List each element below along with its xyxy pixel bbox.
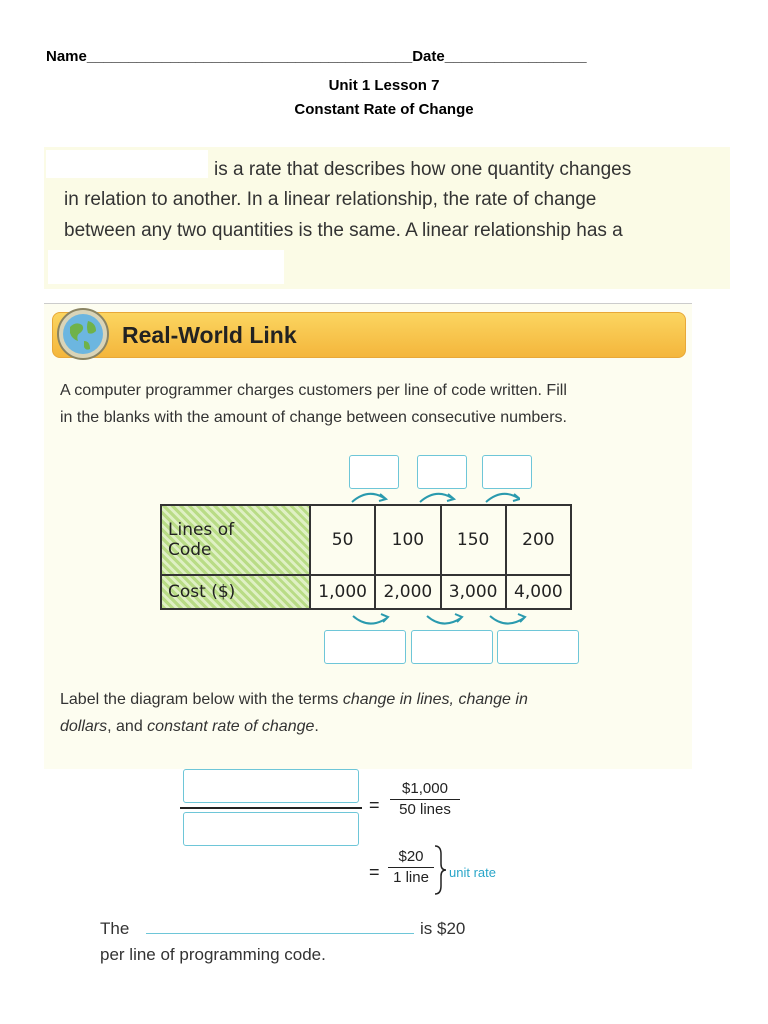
- lines-cost-table: [160, 504, 572, 610]
- cost-change-blank-3[interactable]: [497, 630, 579, 664]
- globe-icon: [56, 307, 110, 361]
- is-value: is $20: [420, 919, 466, 938]
- fraction-2-denominator: 1 line: [393, 869, 429, 886]
- date-label: Date: [412, 48, 445, 65]
- equals-sign-2: =: [369, 862, 380, 882]
- name-date-line: [46, 48, 587, 65]
- cost-cell: 4,000: [506, 575, 571, 609]
- unit-rate-label: unit rate: [449, 865, 496, 880]
- label-instructions-line-2: dollars, and constant rate of change.: [60, 718, 319, 735]
- fraction-bar: [180, 807, 362, 809]
- table-row-cost: [161, 575, 571, 609]
- fraction-2-numerator: $20: [388, 848, 434, 868]
- label-instructions-line-1: Label the diagram below with the terms change in lines, change in: [60, 691, 528, 708]
- numerator-label-blank[interactable]: [183, 769, 359, 803]
- date-blank[interactable]: _________________: [444, 48, 587, 65]
- banner-title: Real-World Link: [122, 322, 297, 348]
- cost-cell: 3,000: [441, 575, 506, 609]
- page-title: Constant Rate of Change: [294, 101, 474, 118]
- definition-line-1: is a rate that describes how one quantity changes: [214, 159, 632, 180]
- definition-blank-term[interactable]: [46, 150, 208, 178]
- fraction-1-numerator: $1,000: [390, 780, 460, 800]
- definition-line-2: in relation to another. In a linear relationship, the rate of change: [64, 189, 597, 210]
- unit-lesson: Unit 1 Lesson 7: [328, 77, 440, 94]
- per-line-text: per line of programming code.: [100, 945, 326, 964]
- cost-change-blank-1[interactable]: [324, 630, 406, 664]
- row-label-lines: Lines of Code: [161, 505, 310, 575]
- cost-change-blank-2[interactable]: [411, 630, 493, 664]
- lines-cell: 50: [310, 505, 375, 575]
- lines-cell: 200: [506, 505, 571, 575]
- the-label: The: [100, 919, 130, 938]
- table-row-lines: [161, 505, 571, 575]
- definition-line-3: between any two quantities is the same. A linear relationship has a: [64, 220, 623, 241]
- fraction-1000-per-50: [390, 780, 460, 818]
- answer-blank-line[interactable]: [146, 933, 414, 934]
- brace-icon: [433, 844, 447, 896]
- row-label-cost: Cost ($): [161, 575, 310, 609]
- definition-blank-end[interactable]: [48, 250, 284, 284]
- intro-line-1: A computer programmer charges customers per line of code written. Fill: [60, 382, 567, 399]
- lines-cell: 100: [375, 505, 440, 575]
- lines-cell: 150: [441, 505, 506, 575]
- fraction-1-denominator: 50 lines: [399, 801, 451, 818]
- intro-line-2: in the blanks with the amount of change between consecutive numbers.: [60, 409, 567, 426]
- cost-cell: 2,000: [375, 575, 440, 609]
- cost-cell: 1,000: [310, 575, 375, 609]
- name-blank[interactable]: _______________________________________: [86, 48, 413, 65]
- name-label: Name: [46, 48, 87, 65]
- equals-sign-1: =: [369, 795, 380, 815]
- denominator-label-blank[interactable]: [183, 812, 359, 846]
- fraction-20-per-1: [388, 848, 434, 886]
